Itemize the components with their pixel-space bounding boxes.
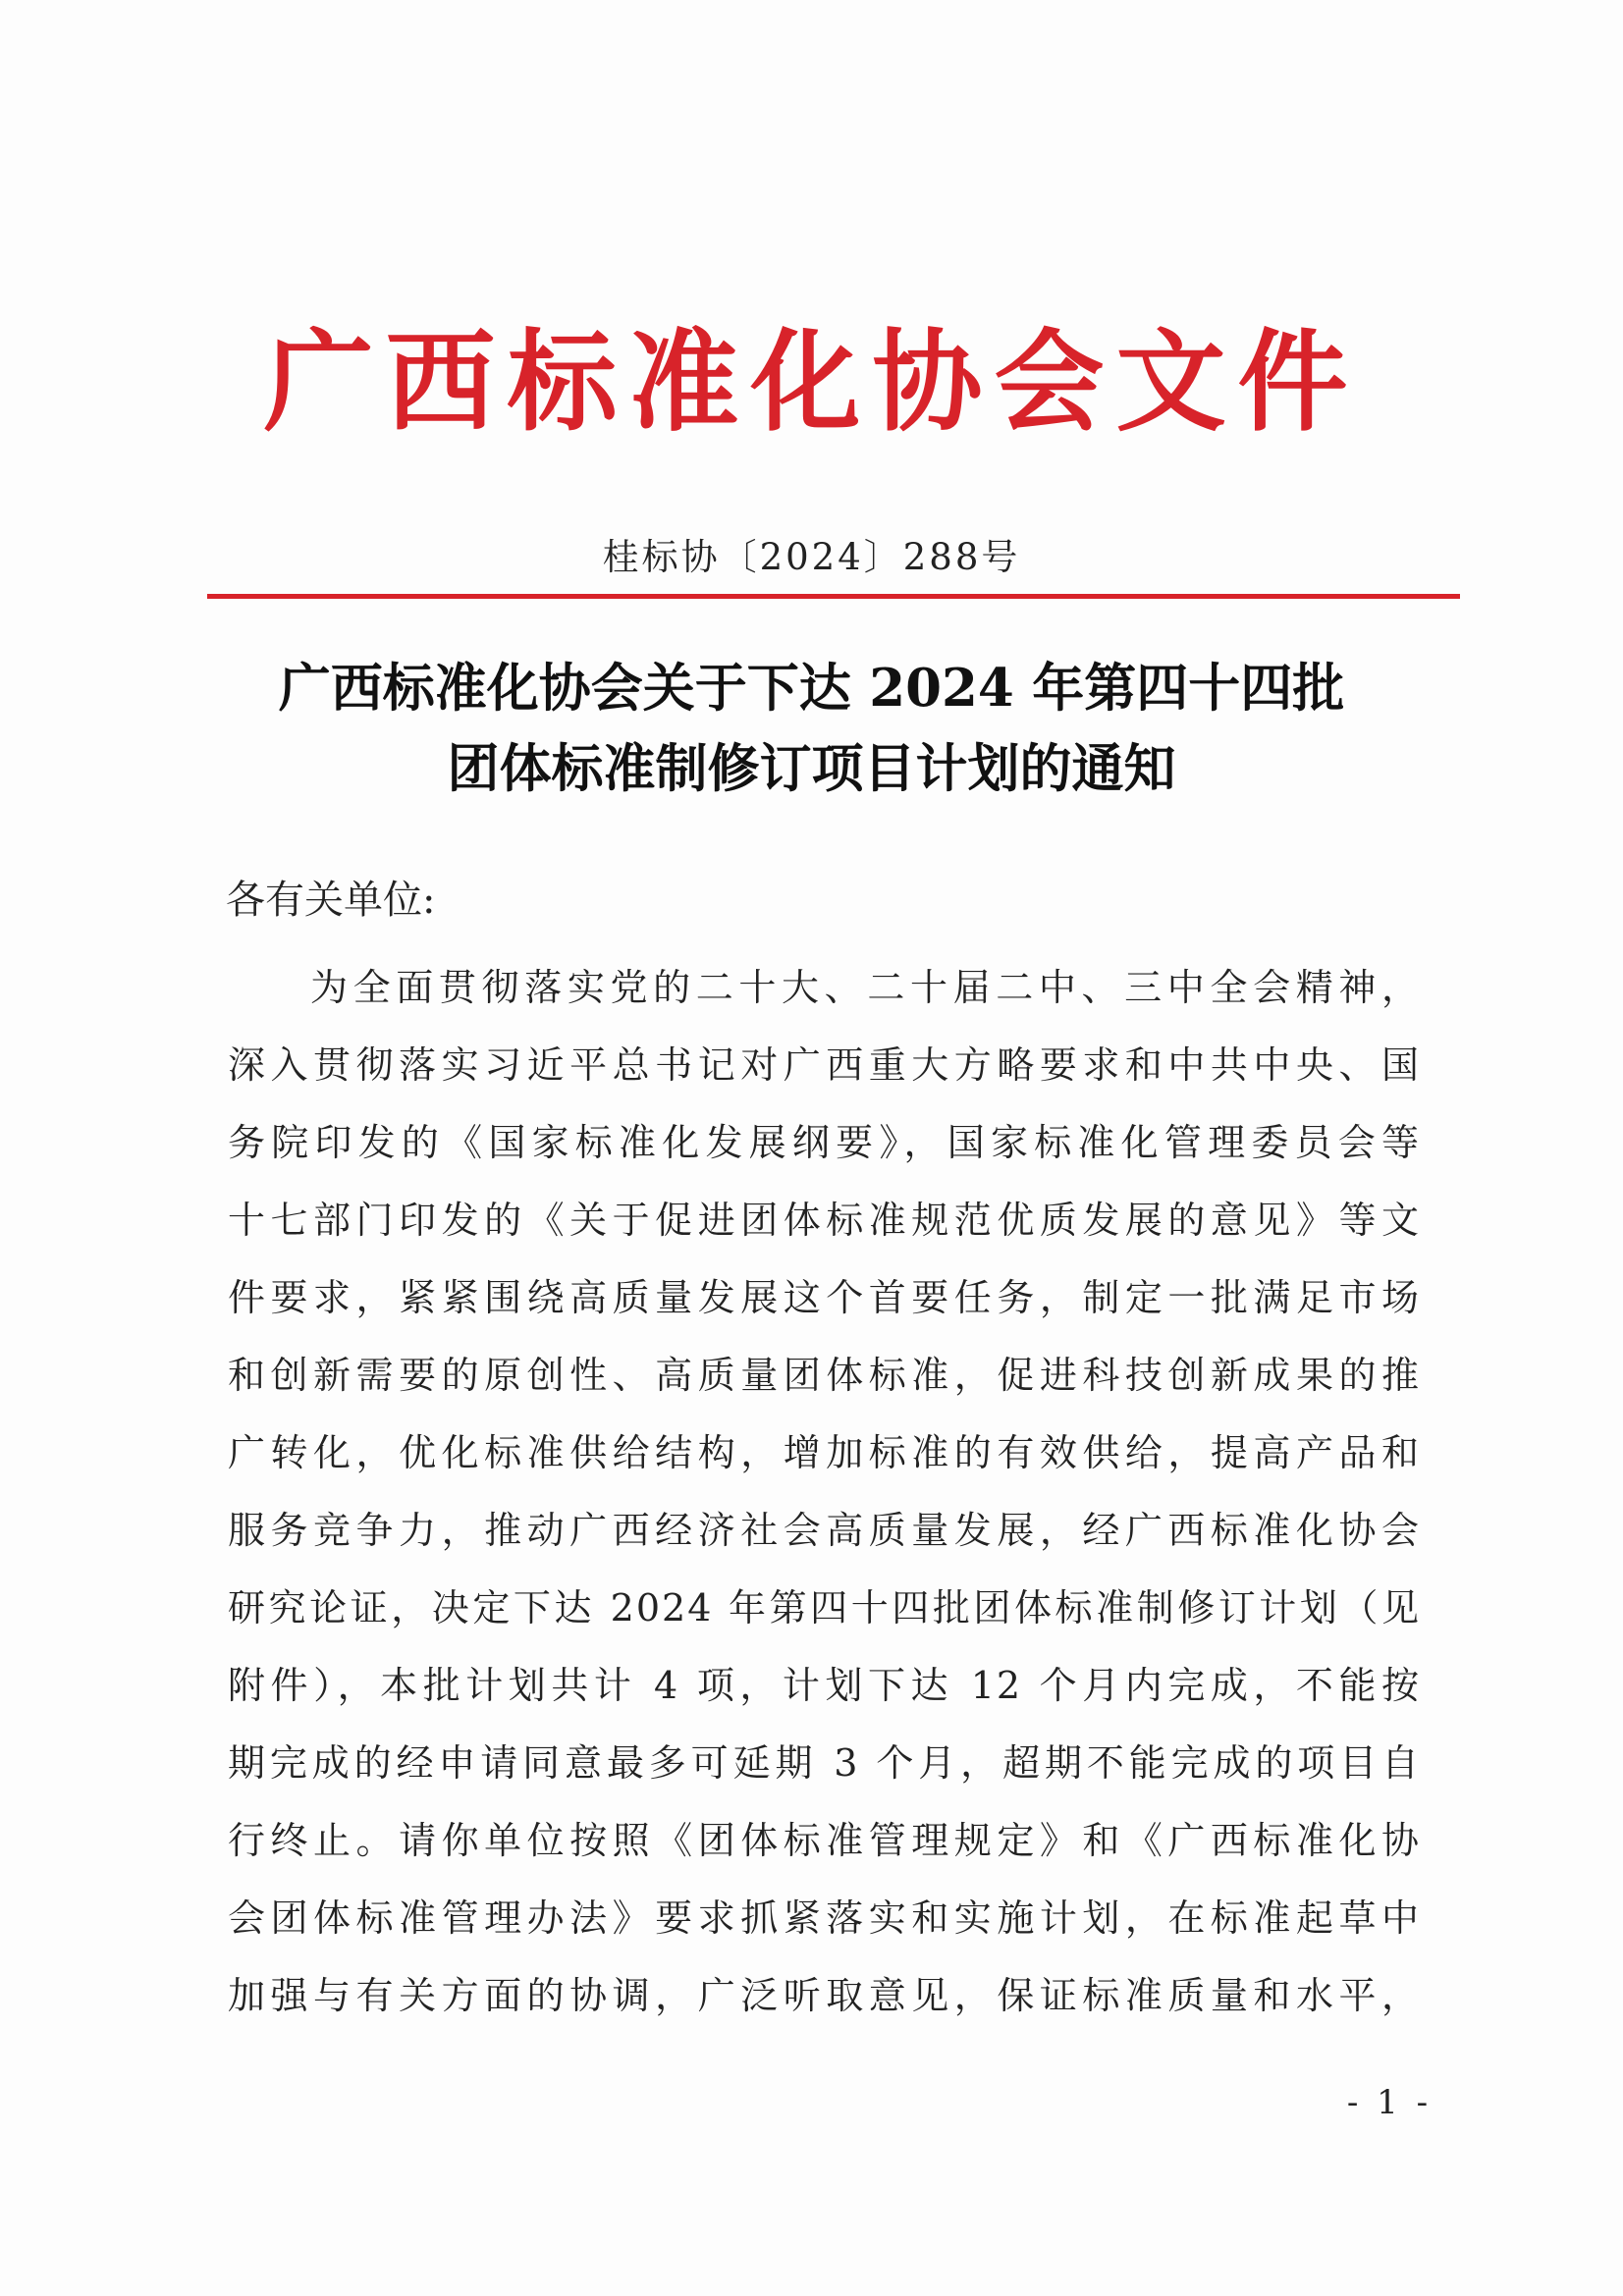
body-line: 务院印发的《国家标准化发展纲要》，国家标准化管理委员会等: [228, 1121, 1421, 1164]
document-header: 广西标准化协会文件: [263, 318, 1360, 447]
body-line: 为全面贯彻落实党的二十大、二十届二中、三中全会精神，: [310, 966, 1421, 1009]
body-line: 期完成的经申请同意最多可延期 3 个月，超期不能完成的项目自: [228, 1741, 1421, 1785]
salutation: 各有关单位:: [226, 878, 436, 923]
notice-title-line: 广西标准化协会关于下达 2024 年第四十四批: [278, 658, 1345, 719]
body-line: 会团体标准管理办法》要求抓紧落实和实施计划，在标准起草中: [228, 1896, 1421, 1940]
body-line: 行终止。请你单位按照《团体标准管理规定》和《广西标准化协: [228, 1819, 1421, 1862]
body-line: 服务竞争力，推动广西经济社会高质量发展，经广西标准化协会: [228, 1509, 1421, 1552]
notice-title-line: 团体标准制修订项目计划的通知: [447, 738, 1176, 799]
notice-title: [196, 648, 1427, 809]
page-number: - 1 -: [1346, 2083, 1433, 2122]
header-divider: [207, 594, 1460, 599]
body-line: 和创新需要的原创性、高质量团体标准，促进科技创新成果的推: [228, 1354, 1421, 1397]
body-text: [228, 949, 1421, 2035]
body-line: 深入贯彻落实习近平总书记对广西重大方略要求和中共中央、国: [228, 1043, 1421, 1087]
body-line: 加强与有关方面的协调，广泛听取意见，保证标准质量和水平，: [228, 1974, 1421, 2017]
body-line: 附件），本批计划共计 4 项，计划下达 12 个月内完成，不能按: [228, 1664, 1421, 1707]
document-number: 桂标协〔2024〕288号: [602, 536, 1021, 578]
body-line: 研究论证，决定下达 2024 年第四十四批团体标准制修订计划（见: [228, 1586, 1421, 1629]
body-line: 十七部门印发的《关于促进团体标准规范优质发展的意见》等文: [228, 1199, 1421, 1242]
body-line: 广转化，优化标准供给结构，增加标准的有效供给，提高产品和: [228, 1431, 1421, 1474]
body-line: 件要求，紧紧围绕高质量发展这个首要任务，制定一批满足市场: [228, 1276, 1421, 1319]
